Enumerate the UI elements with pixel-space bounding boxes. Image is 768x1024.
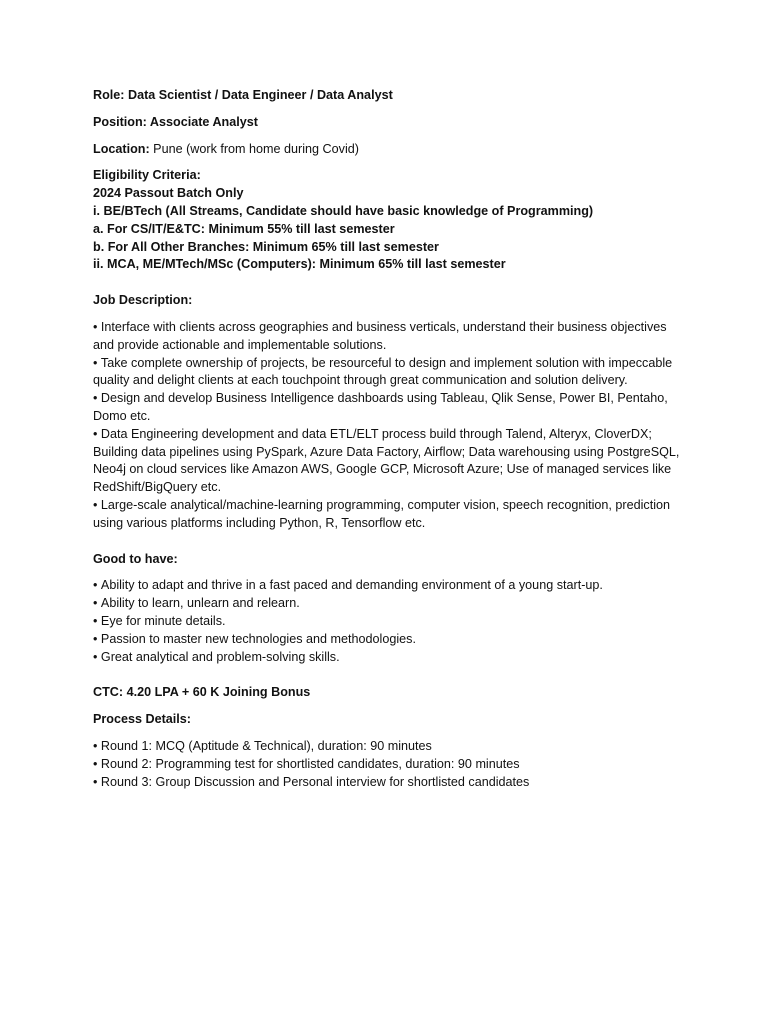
good-to-have-item: • Great analytical and problem-solving skills. <box>93 649 688 667</box>
eligibility-heading: Eligibility Criteria: <box>93 168 201 183</box>
job-description-item: • Interface with clients across geographies and business verticals, understand their business objectives and provide actionable and implementable solutions. <box>93 319 688 355</box>
job-description-heading: Job Description: <box>93 293 193 308</box>
process-heading: Process Details: <box>93 712 192 727</box>
good-to-have-item: • Eye for minute details. <box>93 613 688 631</box>
eligibility-line: i. BE/BTech (All Streams, Candidate should have basic knowledge of Programming) <box>93 203 594 218</box>
ctc-line: CTC: 4.20 LPA + 60 K Joining Bonus <box>93 685 311 700</box>
position-line <box>93 114 688 132</box>
location-label: Location: <box>93 141 150 156</box>
process-item: • Round 1: MCQ (Aptitude & Technical), duration: 90 minutes <box>93 738 688 756</box>
eligibility-line: b. For All Other Branches: Minimum 65% till last semester <box>93 239 439 254</box>
eligibility-line: a. For CS/IT/E&TC: Minimum 55% till last semester <box>93 221 395 236</box>
process-item: • Round 3: Group Discussion and Personal interview for shortlisted candidates <box>93 774 688 792</box>
location-line <box>93 141 688 159</box>
role-value: Data Scientist / Data Engineer / Data Analyst <box>127 88 393 102</box>
good-to-have-item: • Passion to master new technologies and methodologies. <box>93 631 688 649</box>
eligibility-line: 2024 Passout Batch Only <box>93 186 244 201</box>
job-description-item: • Take complete ownership of projects, be resourceful to design and implement solution with impeccable quality and delight clients at each touchpoint through great communication and solution delivery. <box>93 355 688 391</box>
good-to-have-heading: Good to have: <box>93 551 178 566</box>
job-description-item: • Large-scale analytical/machine-learning programming, computer vision, speech recognition, prediction using various platforms including Python, R, Tensorflow etc. <box>93 497 688 533</box>
role-line <box>93 87 688 105</box>
role-label: Role: <box>93 88 125 102</box>
position-value: Associate Analyst <box>149 114 258 129</box>
job-description-item: • Design and develop Business Intelligence dashboards using Tableau, Qlik Sense, Power BI, Pentaho, Domo etc. <box>93 390 688 426</box>
position-label: Position: <box>93 114 147 129</box>
location-value: Pune (work from home during Covid) <box>153 141 359 156</box>
good-to-have-item: • Ability to learn, unlearn and relearn. <box>93 595 688 613</box>
process-item: • Round 2: Programming test for shortlisted candidates, duration: 90 minutes <box>93 756 688 774</box>
job-description-item: • Data Engineering development and data ETL/ELT process build through Talend, Alteryx, CloverDX; Building data pipelines using PySpark, Azure Data Factory, Airflow; Data warehousing using PostgreSQL, Neo4j on cloud services like Amazon AWS, Google GCP, Microsoft Azure; Use of managed services like RedShift/BigQuery etc. <box>93 426 688 497</box>
eligibility-line: ii. MCA, ME/MTech/MSc (Computers): Minimum 65% till last semester <box>93 257 506 272</box>
good-to-have-item: • Ability to adapt and thrive in a fast paced and demanding environment of a young start-up. <box>93 577 688 595</box>
